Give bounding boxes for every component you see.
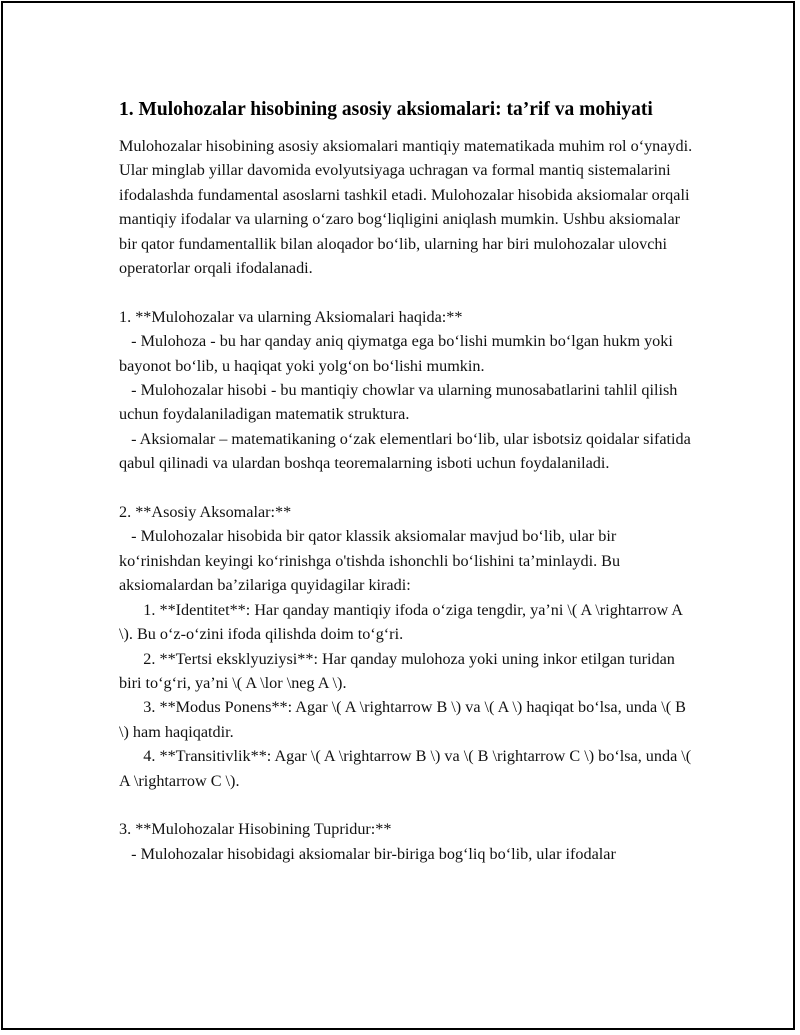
- section-2-intro: - Mulohozalar hisobida bir qator klassik aksiomalar mavjud bo‘lib, ular bir ko‘rinishdan keyingi ko‘rinishga o'tishda ishonchli bo‘lishini ta’minlaydi. Bu aksiomalardan ba’zilariga quyidagilar kiradi:: [119, 527, 625, 595]
- axiom-item-transitivlik: 4. **Transitivlik**: Agar \( A \rightarrow B \) va \( B \rightarrow C \) bo‘lsa, unda \( A \rightarrow C \).: [119, 747, 695, 790]
- spacer: [119, 476, 694, 500]
- document-page: [1, 1, 795, 1030]
- page-title: 1. Mulohozalar hisobining asosiy aksiomalari: ta’rif va mohiyati: [119, 99, 653, 120]
- axiom-item-identitet: 1. **Identitet**: Har qanday mantiqiy ifoda o‘ziga tengdir, ya’ni \( A \rightarrow A \). Bu o‘z-o‘zini ifoda qilishda doim to‘g‘ri.: [119, 600, 687, 644]
- section-1-item: - Mulohozalar hisobi - bu mantiqiy chowlar va ularning munosabatlarini tahlil qilish uchun foydalaniladigan matematik struktura.: [119, 381, 682, 424]
- section-3-item: - Mulohozalar hisobidagi aksiomalar bir-biriga bog‘liq bo‘lib, ular ifodalar: [119, 844, 616, 863]
- spacer: [119, 793, 694, 817]
- spacer: [119, 280, 694, 304]
- section-2-heading: 2. **Asosiy Aksomalar:**: [119, 503, 292, 522]
- axiom-item-modus-ponens: 3. **Modus Ponens**: Agar \( A \rightarrow B \) va \( A \) haqiqat bo‘lsa, unda \( B \) ham haqiqatdir.: [119, 698, 691, 741]
- section-1-item: - Mulohoza - bu har qanday aniq qiymatga ega bo‘lishi mumkin bo‘lgan hukm yoki bayonot bo‘lib, u haqiqat yoki yolg‘on bo‘lishi mumkin.: [119, 332, 677, 375]
- section-1-heading: 1. **Mulohozalar va ularning Aksiomalari haqida:**: [119, 307, 463, 326]
- section-1-item: - Aksiomalar – matematikaning o‘zak elementlari bo‘lib, ular isbotsiz qoidalar sifatida qabul qilinadi va ulardan boshqa teoremalarning isboti uchun foydalaniladi.: [119, 429, 695, 473]
- axiom-item-tertsi: 2. **Tertsi eksklyuziysi**: Har qanday mulohoza yoki uning inkor etilgan turidan biri to‘g‘ri, ya’ni \( A \lor \neg A \).: [119, 649, 679, 692]
- intro-paragraph: Mulohozalar hisobining asosiy aksiomalari mantiqiy matematikada muhim rol o‘ynaydi. Ular minglab yillar davomida evolyutsiyaga uchragan va formal mantiq sistemalarini ifodalashda fundamental asoslarni tashkil etadi. Mulohozalar hisobida aksiomalar orqali mantiqiy ifodalar va ularning o‘zaro bog‘liqligini aniqlash mumkin. Ushbu aksiomalar bir qator fundamentallik bilan aloqador bo‘lib, ularning har biri mulohozalar ulovchi operatorlar orqali ifodalanadi.: [119, 137, 697, 278]
- document-body: [119, 96, 697, 866]
- section-3-heading: 3. **Mulohozalar Hisobining Tupridur:**: [119, 820, 392, 839]
